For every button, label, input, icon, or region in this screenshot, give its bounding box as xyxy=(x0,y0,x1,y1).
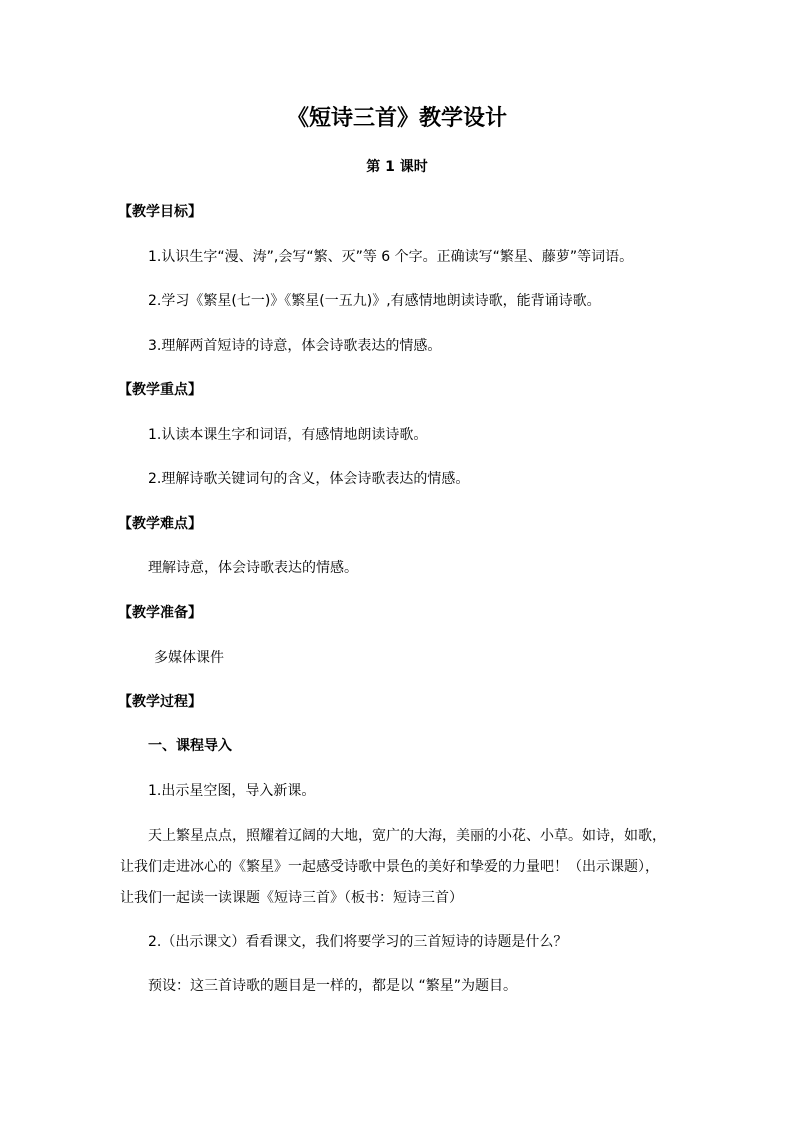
document-title: 《短诗三首》教学设计 xyxy=(286,105,507,131)
objective-item-3: 3.理解两首短诗的诗意，体会诗歌表达的情感。 xyxy=(148,338,442,354)
key-point-item-2: 2.理解诗歌关键词句的含义，体会诗歌表达的情感。 xyxy=(148,471,470,487)
objective-item-2: 2.学习《繁星(七一)》《繁星(一五九)》,有感情地朗读诗歌，能背诵诗歌。 xyxy=(148,293,601,309)
section-heading-difficulties: 【教学难点】 xyxy=(118,516,202,532)
intro-paragraph-line-2: 让我们走进冰心的《繁星》一起感受诗歌中景色的美好和挚爱的力量吧！（出示课题）， xyxy=(120,859,659,875)
preset-answer: 预设：这三首诗歌的题目是一样的，都是以 “繁星”为题目。 xyxy=(148,978,517,994)
lesson-period: 第 1 课时 xyxy=(366,159,428,175)
section-heading-key-points: 【教学重点】 xyxy=(118,382,202,398)
process-step-1-item-1: 1.出示星空图，导入新课。 xyxy=(148,783,316,799)
difficulties-text: 理解诗意，体会诗歌表达的情感。 xyxy=(148,560,358,576)
section-heading-process: 【教学过程】 xyxy=(118,694,202,710)
process-step-1-title: 一、课程导入 xyxy=(148,738,232,754)
section-heading-preparation: 【教学准备】 xyxy=(118,605,202,621)
key-point-item-1: 1.认读本课生字和词语，有感情地朗读诗歌。 xyxy=(148,427,428,443)
intro-paragraph-line-1: 天上繁星点点，照耀着辽阔的大地，宽广的大海，美丽的小花、小草。如诗，如歌， xyxy=(148,828,666,844)
process-step-1-item-2: 2.（出示课文）看看课文，我们将要学习的三首短诗的诗题是什么？ xyxy=(148,934,568,950)
objective-item-1: 1.认识生字“漫、涛”,会写“繁、灭”等 6 个字。正确读写“繁星、藤萝”等词语。 xyxy=(148,249,634,265)
intro-paragraph-line-3: 让我们一起读一读课题《短诗三首》（板书：短诗三首） xyxy=(120,890,463,906)
section-heading-objectives: 【教学目标】 xyxy=(118,204,202,220)
preparation-text: 多媒体课件 xyxy=(154,650,224,666)
